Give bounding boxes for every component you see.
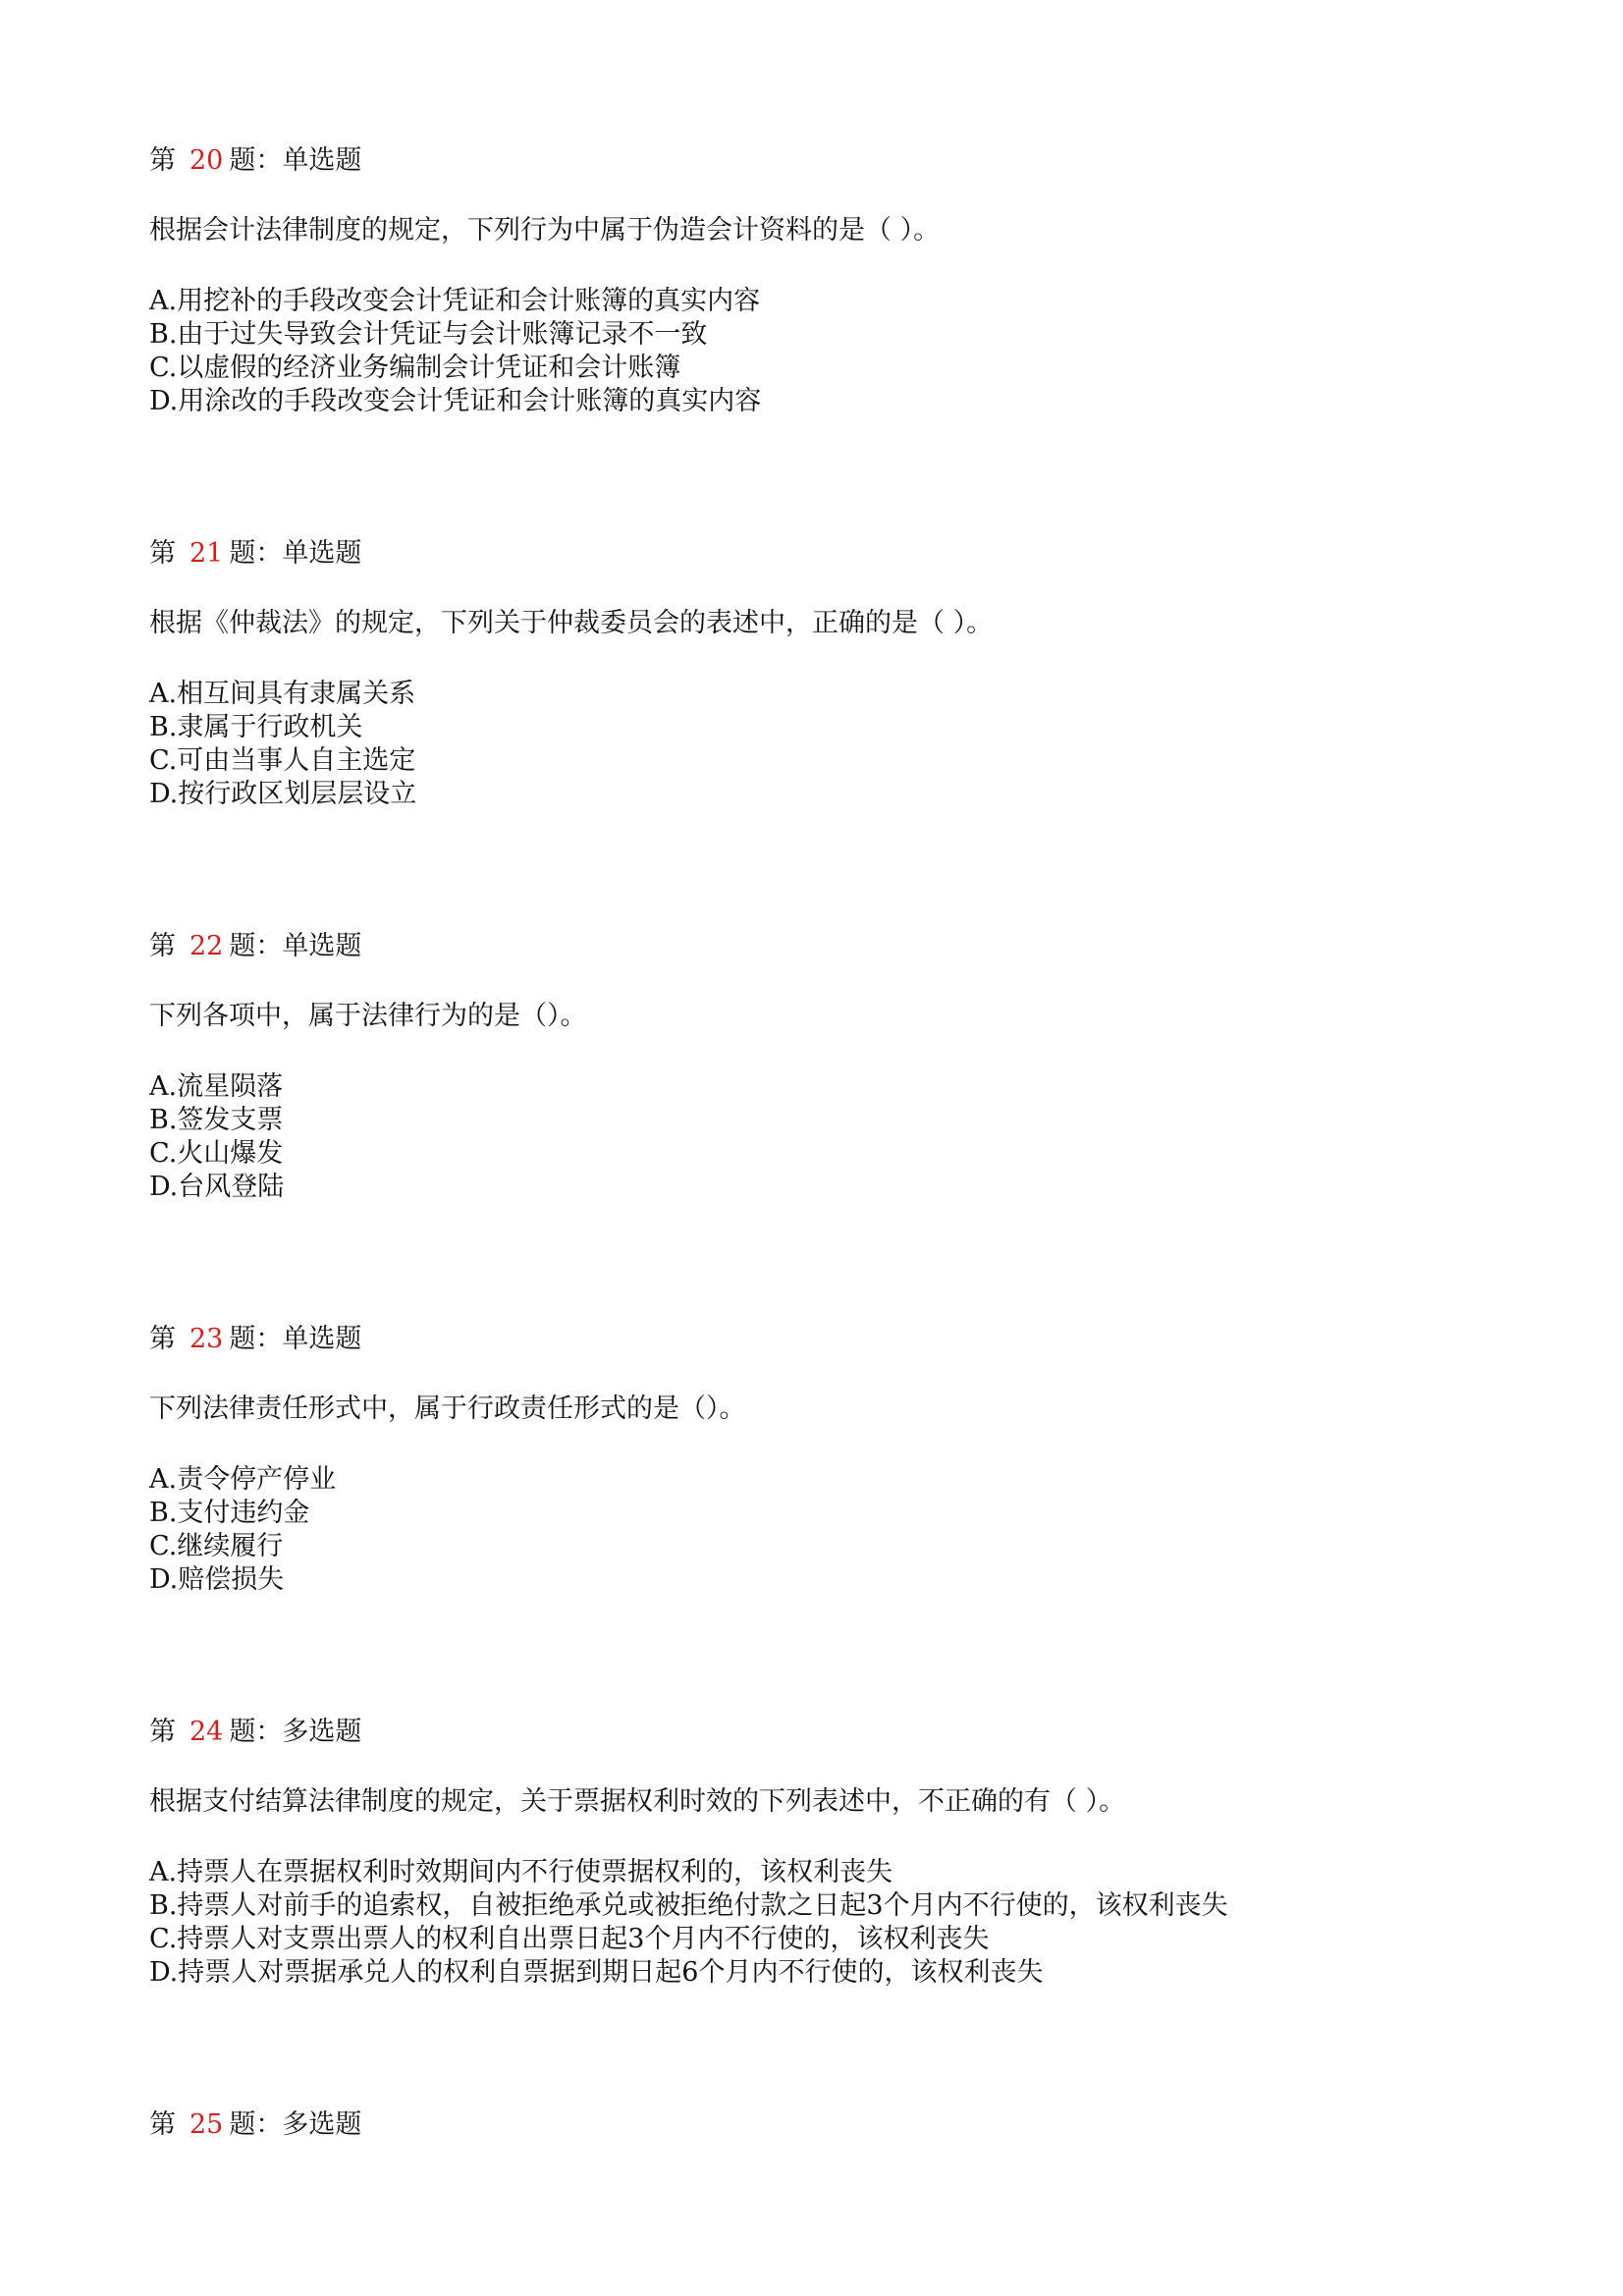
question-stem: 根据会计法律制度的规定，下列行为中属于伪造会计资料的是（ ）。 — [149, 215, 941, 246]
option-list — [149, 678, 1504, 811]
question-header — [149, 2108, 1504, 2142]
question-number: 25 — [189, 2109, 224, 2140]
option-list — [149, 285, 1504, 418]
question-prefix: 第 — [149, 538, 176, 569]
question-type: 题：单选题 — [229, 145, 362, 176]
question-header — [149, 1323, 1504, 1356]
question-stem: 下列各项中，属于法律行为的是（）。 — [149, 1001, 587, 1031]
question-22 — [149, 930, 1504, 1204]
option-b: B.签发支票 — [149, 1105, 284, 1135]
question-stem: 根据支付结算法律制度的规定，关于票据权利时效的下列表述中，不正确的有（ ）。 — [149, 1786, 1126, 1817]
option-d: D.持票人对票据承兑人的权利自票据到期日起6个月内不行使的，该权利丧失 — [149, 1957, 1044, 1988]
option-d: D.赔偿损失 — [149, 1564, 285, 1595]
question-header — [149, 144, 1504, 178]
question-21 — [149, 537, 1504, 811]
option-d: D.用涂改的手段改变会计凭证和会计账簿的真实内容 — [149, 386, 762, 416]
option-a: A.流星陨落 — [149, 1071, 284, 1102]
option-b: B.支付违约金 — [149, 1498, 310, 1528]
question-25 — [149, 2108, 1504, 2142]
question-number: 23 — [189, 1324, 224, 1354]
option-list — [149, 1070, 1504, 1204]
option-c: C.以虚假的经济业务编制会计凭证和会计账簿 — [149, 353, 681, 383]
question-number: 24 — [189, 1717, 224, 1747]
option-a: A.持票人在票据权利时效期间内不行使票据权利的，该权利丧失 — [149, 1857, 893, 1887]
option-list — [149, 1463, 1504, 1597]
option-d: D.台风登陆 — [149, 1172, 285, 1202]
option-a: A.责令停产停业 — [149, 1464, 337, 1495]
option-b: B.隶属于行政机关 — [149, 712, 363, 742]
question-prefix: 第 — [149, 2109, 176, 2140]
question-23 — [149, 1323, 1504, 1597]
question-header — [149, 1716, 1504, 1749]
question-24 — [149, 1716, 1504, 1990]
question-number: 21 — [189, 538, 224, 569]
question-type: 题：单选题 — [229, 1324, 362, 1354]
option-c: C.可由当事人自主选定 — [149, 745, 416, 776]
question-prefix: 第 — [149, 1717, 176, 1747]
option-c: C.继续履行 — [149, 1531, 284, 1561]
question-stem: 根据《仲裁法》的规定，下列关于仲裁委员会的表述中，正确的是（ ）。 — [149, 608, 994, 638]
option-b: B.持票人对前手的追索权，自被拒绝承兑或被拒绝付款之日起3个月内不行使的，该权利丧失 — [149, 1890, 1228, 1921]
option-a: A.相互间具有隶属关系 — [149, 679, 416, 709]
question-type: 题：多选题 — [229, 2109, 362, 2140]
question-number: 20 — [189, 145, 224, 176]
question-type: 题：多选题 — [229, 1717, 362, 1747]
question-prefix: 第 — [149, 145, 176, 176]
option-b: B.由于过失导致会计凭证与会计账簿记录不一致 — [149, 319, 708, 350]
option-c: C.火山爆发 — [149, 1138, 284, 1169]
question-20 — [149, 144, 1504, 418]
option-c: C.持票人对支票出票人的权利自出票日起3个月内不行使的，该权利丧失 — [149, 1924, 990, 1954]
question-type: 题：单选题 — [229, 538, 362, 569]
question-stem: 下列法律责任形式中，属于行政责任形式的是（）。 — [149, 1394, 746, 1424]
question-prefix: 第 — [149, 1324, 176, 1354]
question-header — [149, 537, 1504, 571]
question-type: 题：单选题 — [229, 931, 362, 961]
question-prefix: 第 — [149, 931, 176, 961]
option-d: D.按行政区划层层设立 — [149, 779, 417, 809]
option-list — [149, 1856, 1504, 1990]
question-number: 22 — [189, 931, 224, 961]
question-header — [149, 930, 1504, 963]
option-a: A.用挖补的手段改变会计凭证和会计账簿的真实内容 — [149, 286, 761, 316]
